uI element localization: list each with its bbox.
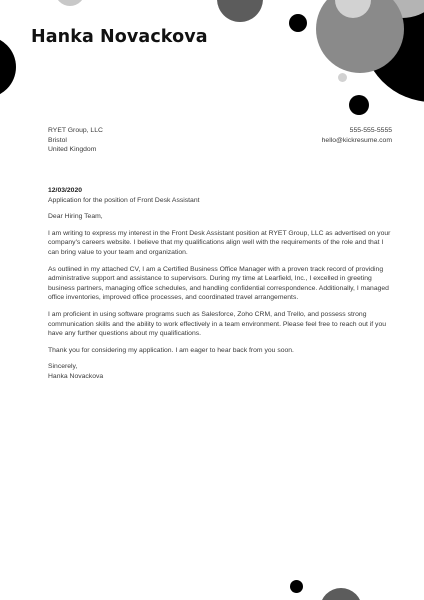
sender-name: Hanka Novackova xyxy=(31,27,208,47)
email-address: hello@kickresume.com xyxy=(321,136,392,144)
phone-number: 555-555-5555 xyxy=(349,127,392,134)
letter-paragraph: I am proficient in using software programs such as Salesforce, Zoho CRM, and Trello, and possess strong communication skills and the ability to work effectively in a team environment. Please feel free to reach out if you have any further questions about my qualifications. xyxy=(48,310,386,338)
recipient-address xyxy=(48,126,103,155)
recipient-company: RYET Group, LLC xyxy=(48,127,103,134)
decorative-circle xyxy=(0,36,16,98)
letter-subject: Application for the position of Front Desk Assistant xyxy=(48,196,200,204)
letter-greeting: Dear Hiring Team, xyxy=(48,213,103,221)
decorative-circle xyxy=(217,0,263,22)
letter-paragraph: As outlined in my attached CV, I am a Certified Business Office Manager with a proven track record of providing administrative support and assistance to supervisors. During my time at Learfield, Inc., I excelled in greeting business partners, managing office schedules, and handling confidential correspondence. Additionally, I managed office inventories, improved office processes, and coordinated travel arrangements. xyxy=(48,265,389,302)
recipient-country: United Kingdom xyxy=(48,146,97,154)
letter-closing: Sincerely, xyxy=(48,363,78,371)
decorative-circle xyxy=(290,580,303,593)
decorative-circle xyxy=(320,588,362,600)
recipient-city: Bristol xyxy=(48,136,67,144)
decorative-circle xyxy=(338,73,347,82)
contact-info xyxy=(322,126,392,145)
letter-body xyxy=(48,186,394,382)
letter-signature: Hanka Novackova xyxy=(48,372,104,380)
letter-paragraph: Thank you for considering my application. I am eager to hear back from you soon. xyxy=(48,346,294,354)
decorative-circle xyxy=(55,0,85,6)
letter-date: 12/03/2020 xyxy=(48,187,83,194)
letter-paragraph: I am writing to express my interest in the Front Desk Assistant position at RYET Group, LLC as advertised on your company's careers website. I believe that my qualifications align well with the requirements of the role and that I can bring value to your team and organization. xyxy=(48,229,391,256)
decorative-circle xyxy=(289,14,307,32)
decorative-circle xyxy=(349,95,369,115)
